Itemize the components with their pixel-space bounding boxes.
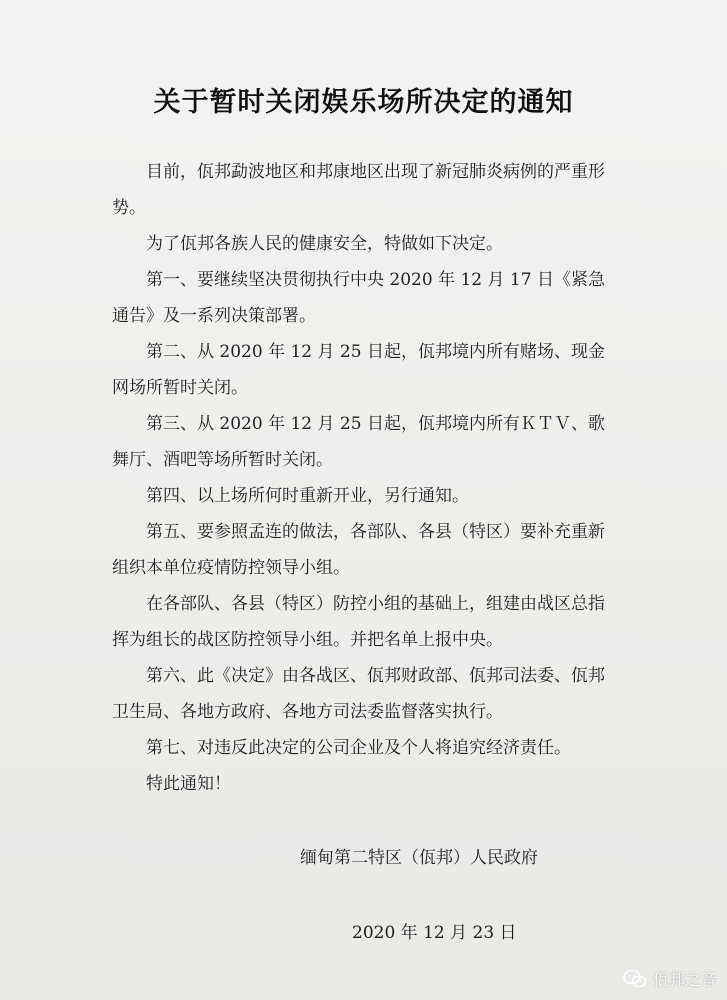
issuer-signature: 缅甸第二特区（佤邦）人民政府 xyxy=(300,848,538,868)
paragraph-item-4: 第四、以上场所何时重新开业，另行通知。 xyxy=(146,486,469,506)
paragraph-item-5: 第五、要参照孟连的做法，各部队、各县（特区）要补充重新组织本单位疫情防控领导小组。 xyxy=(112,522,605,578)
paragraph-item-3: 第三、从 2020 年 12 月 25 日起，佤邦境内所有ＫＴＶ、歌舞厅、酒吧等场所暂时关闭。 xyxy=(112,414,605,470)
paragraph-decision-intro: 为了佤邦各族人民的健康安全，特做如下决定。 xyxy=(146,234,503,254)
paragraph-item-5-continued: 在各部队、各县（特区）防控小组的基础上，组建由战区总指挥为组长的战区防控领导小组。并把名单上报中央。 xyxy=(112,594,605,650)
issue-date: 2020 年 12 月 23 日 xyxy=(352,923,517,943)
paragraph-item-6: 第六、此《决定》由各战区、佤邦财政部、佤邦司法委、佤邦卫生局、各地方政府、各地方司法委监督落实执行。 xyxy=(112,666,605,722)
paragraph-situation: 目前，佤邦勐波地区和邦康地区出现了新冠肺炎病例的严重形势。 xyxy=(112,162,605,218)
watermark xyxy=(623,967,717,990)
paragraph-item-2: 第二、从 2020 年 12 月 25 日起，佤邦境内所有赌场、现金网场所暂时关闭。 xyxy=(112,342,605,398)
document-body xyxy=(112,154,612,802)
wechat-icon xyxy=(623,969,647,989)
watermark-text: 佤邦之音 xyxy=(652,970,717,989)
paragraph-item-1: 第一、要继续坚决贯彻执行中央 2020 年 12 月 17 日《紧急通告》及一系列决策部署。 xyxy=(112,270,605,326)
paragraph-item-7: 第七、对违反此决定的公司企业及个人将追究经济责任。 xyxy=(146,738,571,758)
document-title: 关于暂时关闭娱乐场所决定的通知 xyxy=(153,87,574,118)
paragraph-closing: 特此通知！ xyxy=(146,774,231,794)
